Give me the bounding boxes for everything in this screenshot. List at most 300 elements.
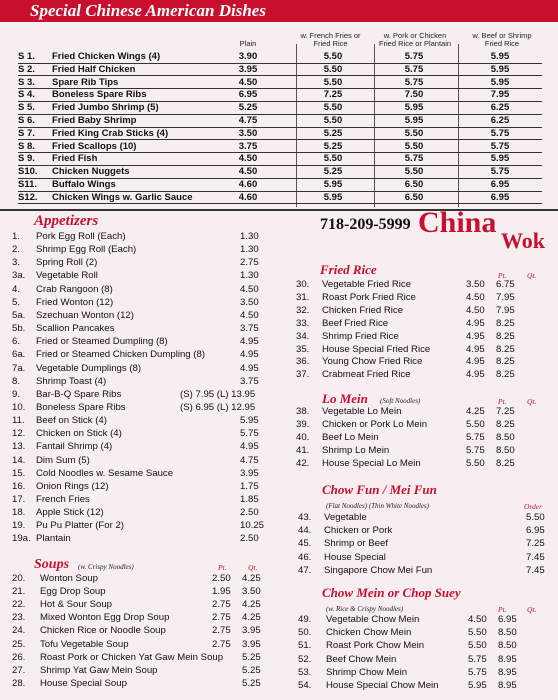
item-price-quart: 8.50 bbox=[496, 432, 515, 443]
item-price-quart: 7.25 bbox=[496, 406, 515, 417]
menu-item bbox=[12, 257, 277, 269]
item-price-pint: 2.75 bbox=[212, 638, 231, 650]
appetizers-title: Appetizers bbox=[34, 213, 99, 229]
item-price-pint: 2.75 bbox=[212, 612, 231, 624]
menu-item bbox=[12, 297, 277, 309]
item-name: Apple Stick (12) bbox=[36, 507, 104, 519]
item-number: S 8. bbox=[18, 140, 35, 152]
fried-rice-title: Fried Rice bbox=[320, 262, 377, 277]
item-number: 31. bbox=[296, 291, 310, 303]
item-price-quart: 6.75 bbox=[496, 279, 515, 290]
menu-item bbox=[298, 680, 550, 692]
item-name: Crab Rangoon (8) bbox=[36, 283, 113, 295]
item-price: 5.50 bbox=[526, 512, 545, 523]
item-name: Bar-B-Q Spare Ribs bbox=[36, 388, 122, 400]
item-number: 43. bbox=[298, 512, 312, 523]
item-price: 5.50 bbox=[323, 115, 343, 126]
menu-item bbox=[12, 284, 277, 296]
special-row bbox=[18, 128, 542, 139]
item-price: 4.95 bbox=[240, 349, 259, 361]
item-price-quart: 8.50 bbox=[498, 640, 517, 652]
item-price: 4.95 bbox=[240, 336, 259, 348]
item-number: 53. bbox=[298, 666, 312, 678]
item-number: 42. bbox=[296, 458, 310, 469]
item-name: Fantail Shrimp (4) bbox=[36, 441, 113, 453]
menu-item bbox=[12, 625, 277, 637]
item-name: House Special Lo Mein bbox=[322, 458, 421, 469]
item-number: 28. bbox=[12, 677, 26, 689]
item-number: 15. bbox=[12, 467, 26, 479]
item-price: 1.85 bbox=[240, 494, 259, 505]
item-number: 39. bbox=[296, 419, 310, 430]
item-price: 4.50 bbox=[238, 166, 258, 178]
item-name: Tofu Vegetable Soup bbox=[40, 638, 129, 650]
menu-item bbox=[12, 349, 277, 361]
item-name: Fried Fish bbox=[52, 153, 98, 165]
item-price: 5.50 bbox=[404, 140, 424, 152]
special-row bbox=[18, 77, 542, 88]
item-name: Shrimp Egg Roll (Each) bbox=[36, 244, 137, 256]
item-name: Dim Sum (5) bbox=[36, 454, 90, 466]
menu-item bbox=[298, 667, 550, 679]
item-name: Spring Roll (2) bbox=[36, 257, 98, 269]
item-price: 5.95 bbox=[490, 76, 510, 88]
item-price-pint: 5.50 bbox=[466, 458, 485, 469]
item-price: 5.25 bbox=[323, 127, 343, 139]
item-price: 5.50 bbox=[404, 127, 424, 139]
item-price: 6.95 bbox=[526, 525, 545, 537]
item-number: 18. bbox=[12, 507, 26, 519]
menu-item bbox=[296, 292, 550, 304]
menu-item bbox=[12, 494, 277, 506]
item-price: 4.50 bbox=[238, 153, 258, 165]
item-price-quart: 3.95 bbox=[242, 625, 261, 637]
item-name: Egg Drop Soup bbox=[40, 586, 106, 598]
menu-item bbox=[296, 432, 550, 444]
item-name: Vegetable Chow Mein bbox=[326, 614, 420, 625]
item-price-quart: 8.25 bbox=[496, 458, 515, 469]
item-price-pint: 4.95 bbox=[466, 369, 485, 381]
item-price: 5.50 bbox=[323, 51, 343, 62]
item-price: 7.45 bbox=[526, 551, 545, 563]
item-number: 52. bbox=[298, 653, 312, 665]
item-number: S 7. bbox=[18, 127, 35, 139]
item-number: 30. bbox=[296, 279, 310, 290]
soups-qt-header: Qt. bbox=[248, 563, 258, 572]
item-name: Fried Jumbo Shrimp (5) bbox=[52, 102, 159, 114]
menu-item bbox=[296, 331, 550, 343]
special-row bbox=[18, 102, 542, 113]
item-price-quart: 8.50 bbox=[498, 627, 517, 639]
menu-item bbox=[12, 428, 277, 440]
item-number: 19a. bbox=[12, 533, 31, 545]
item-price: 5.75 bbox=[490, 127, 510, 139]
item-number: 46. bbox=[298, 551, 312, 563]
item-number: 8. bbox=[12, 375, 21, 387]
special-row bbox=[18, 179, 542, 190]
item-name: Vegetable Roll bbox=[36, 270, 98, 282]
menu-item bbox=[12, 323, 277, 335]
item-size-prices: (S) 6.95 (L) 12.95 bbox=[180, 401, 256, 413]
item-name: Chicken on Stick (4) bbox=[36, 428, 122, 440]
item-number: 4. bbox=[12, 283, 21, 295]
item-price-quart: 8.25 bbox=[496, 330, 515, 342]
item-price-pint: 4.95 bbox=[466, 356, 485, 368]
item-price: 4.50 bbox=[240, 283, 259, 295]
menu-item bbox=[12, 520, 277, 532]
item-name: Spare Rib Tips bbox=[52, 76, 119, 88]
item-number: 26. bbox=[12, 651, 26, 663]
item-number: 1. bbox=[12, 231, 21, 242]
menu-item bbox=[296, 356, 550, 368]
item-number: S 1. bbox=[18, 51, 35, 62]
item-price: 3.50 bbox=[240, 296, 259, 308]
item-number: 19. bbox=[12, 520, 26, 532]
menu-item bbox=[296, 369, 550, 381]
item-number: 41. bbox=[296, 445, 310, 456]
item-price: 5.75 bbox=[404, 76, 424, 88]
special-row bbox=[18, 141, 542, 152]
item-number: 7a. bbox=[12, 362, 26, 374]
item-name: Chicken Nuggets bbox=[52, 166, 130, 178]
item-number: 47. bbox=[298, 564, 312, 576]
item-number: S 4. bbox=[18, 89, 35, 101]
item-price: 7.25 bbox=[526, 538, 545, 550]
item-price-pint: 2.50 bbox=[212, 573, 231, 584]
menu-item bbox=[298, 627, 550, 639]
item-price-quart: 6.95 bbox=[498, 614, 517, 625]
item-name: Vegetable Lo Mein bbox=[322, 406, 402, 417]
item-number: 44. bbox=[298, 525, 312, 537]
item-number: S11. bbox=[18, 179, 38, 190]
item-price: 7.45 bbox=[526, 564, 545, 576]
menu-item bbox=[12, 573, 277, 585]
item-price: 5.95 bbox=[323, 179, 343, 190]
menu-item bbox=[12, 244, 277, 256]
menu-item bbox=[296, 445, 550, 457]
item-price: 5.50 bbox=[404, 166, 424, 178]
item-name: Fried King Crab Sticks (4) bbox=[52, 127, 169, 139]
menu-item bbox=[12, 402, 277, 414]
item-number: S10. bbox=[18, 166, 38, 178]
item-name: Roast Pork Fried Rice bbox=[322, 291, 416, 303]
special-row bbox=[18, 166, 542, 177]
item-price-pint: 5.75 bbox=[468, 653, 487, 665]
item-price: 5.75 bbox=[404, 63, 424, 75]
item-name: Hot & Sour Soup bbox=[40, 599, 112, 611]
item-price: 6.50 bbox=[404, 179, 424, 190]
item-price: 1.30 bbox=[240, 244, 259, 256]
item-price: 4.75 bbox=[238, 115, 258, 126]
item-name: Fried Scallops (10) bbox=[52, 140, 137, 152]
col-header-fries: w. French Fries or Fried Rice bbox=[300, 31, 361, 48]
menu-item bbox=[298, 614, 550, 626]
menu-item bbox=[12, 599, 277, 611]
menu-item bbox=[298, 525, 550, 537]
item-price-pint: 4.50 bbox=[468, 614, 487, 625]
item-name: Onion Rings (12) bbox=[36, 480, 109, 492]
item-name: Boneless Spare Ribs bbox=[52, 89, 147, 101]
item-name: Plantain bbox=[36, 533, 71, 545]
item-number: 25. bbox=[12, 638, 26, 650]
lo-mein-title: Lo Mein bbox=[322, 391, 368, 406]
item-price: 6.25 bbox=[490, 102, 510, 114]
special-row bbox=[18, 89, 542, 100]
item-number: 54. bbox=[298, 680, 312, 691]
menu-item bbox=[298, 654, 550, 666]
item-number: 24. bbox=[12, 625, 26, 637]
item-price-quart: 8.25 bbox=[496, 343, 515, 355]
item-number: 14. bbox=[12, 454, 26, 466]
item-price: 2.50 bbox=[240, 507, 259, 519]
item-price: 5.75 bbox=[490, 166, 510, 178]
item-price: 5.25 bbox=[323, 166, 343, 178]
item-price: 5.95 bbox=[490, 63, 510, 75]
item-price: 1.30 bbox=[240, 231, 259, 242]
item-price-pint: 4.50 bbox=[466, 291, 485, 303]
item-number: 20. bbox=[12, 573, 26, 584]
item-price-quart: 4.25 bbox=[242, 599, 261, 611]
item-price: 5.75 bbox=[404, 153, 424, 165]
banner-title: Special Chinese American Dishes bbox=[30, 1, 266, 20]
menu-item bbox=[296, 305, 550, 317]
menu-item bbox=[296, 419, 550, 431]
chow-mein-title: Chow Mein or Chop Suey bbox=[322, 585, 461, 600]
special-row bbox=[18, 115, 542, 126]
item-name: Cold Noodles w. Sesame Sauce bbox=[36, 467, 174, 479]
item-name: House Special Chow Mein bbox=[326, 680, 439, 691]
item-name: Chicken Fried Rice bbox=[322, 304, 404, 316]
item-number: 5. bbox=[12, 296, 21, 308]
item-number: S 2. bbox=[18, 63, 35, 75]
item-price: 5.75 bbox=[404, 51, 424, 62]
item-price-pint: 5.50 bbox=[468, 640, 487, 652]
chow-fun-order-header: Order bbox=[524, 502, 543, 511]
item-name: Szechuan Wonton (12) bbox=[36, 309, 134, 321]
item-number: 32. bbox=[296, 304, 310, 316]
item-price: 6.95 bbox=[490, 191, 510, 203]
item-price: 5.75 bbox=[240, 428, 259, 440]
item-price: 3.75 bbox=[238, 140, 258, 152]
item-number: 13. bbox=[12, 441, 26, 453]
special-row bbox=[18, 192, 542, 203]
item-name: Shrimp Lo Mein bbox=[322, 445, 390, 456]
item-price-pint: 5.50 bbox=[468, 627, 487, 639]
header-banner bbox=[0, 0, 558, 22]
item-number: 51. bbox=[298, 640, 312, 652]
item-price-pint: 1.95 bbox=[212, 586, 231, 598]
soups-title: Soups bbox=[34, 557, 70, 572]
item-price-pint: 4.95 bbox=[466, 317, 485, 329]
item-price-quart: 5.25 bbox=[242, 677, 261, 689]
item-price: 7.25 bbox=[323, 89, 343, 101]
item-price-quart: 4.25 bbox=[242, 573, 261, 584]
item-name: Chicken Wings w. Garlic Sauce bbox=[52, 191, 193, 203]
item-name: Chicken or Pork bbox=[324, 525, 393, 537]
item-price: 4.95 bbox=[240, 441, 259, 453]
item-number: S 9. bbox=[18, 153, 35, 165]
menu-item bbox=[298, 538, 550, 550]
item-name: Young Chow Fried Rice bbox=[322, 356, 423, 368]
item-price-quart: 8.95 bbox=[498, 680, 517, 691]
item-number: 17. bbox=[12, 494, 26, 505]
menu-item bbox=[12, 533, 277, 545]
item-number: S12. bbox=[18, 191, 38, 203]
menu-item bbox=[12, 507, 277, 519]
item-number: 21. bbox=[12, 586, 26, 598]
item-number: 37. bbox=[296, 369, 310, 381]
item-price: 4.75 bbox=[240, 454, 259, 466]
item-name: Vegetable Dumplings (8) bbox=[36, 362, 142, 374]
item-number: 12. bbox=[12, 428, 26, 440]
item-name: Vegetable Fried Rice bbox=[322, 279, 412, 290]
item-price-pint: 5.75 bbox=[466, 432, 485, 443]
item-name: Shrimp Yat Gaw Mein Soup bbox=[40, 664, 158, 676]
item-price-pint: 5.75 bbox=[466, 445, 485, 456]
item-name: Shrimp Fried Rice bbox=[322, 330, 399, 342]
item-price-quart: 8.25 bbox=[496, 356, 515, 368]
item-number: 45. bbox=[298, 538, 312, 550]
brand-name-wok: Wok bbox=[501, 228, 546, 253]
item-name: Mixed Wonton Egg Drop Soup bbox=[40, 612, 170, 624]
menu-item bbox=[12, 455, 277, 467]
item-name: Chicken Chow Mein bbox=[326, 627, 412, 639]
item-price-quart: 8.50 bbox=[496, 445, 515, 456]
item-price: 6.50 bbox=[404, 191, 424, 203]
item-number: 6. bbox=[12, 336, 21, 348]
item-price: 4.50 bbox=[238, 76, 258, 88]
item-name: Fried or Steamed Dumpling (8) bbox=[36, 336, 168, 348]
item-price-pint: 5.75 bbox=[468, 666, 487, 678]
item-price: 4.60 bbox=[238, 191, 258, 203]
lo-mein-pt-header: Pt. bbox=[498, 397, 507, 406]
menu-item bbox=[296, 318, 550, 330]
item-price: 3.95 bbox=[238, 63, 258, 75]
item-name: Shrimp Chow Mein bbox=[326, 666, 408, 678]
item-price-quart: 3.50 bbox=[242, 586, 261, 598]
col-header-pork: w. Pork or Chicken Fried Rice or Plantain bbox=[378, 31, 452, 48]
item-name: Beef Fried Rice bbox=[322, 317, 389, 329]
item-name: Fried Baby Shrimp bbox=[52, 115, 137, 126]
item-name: House Special bbox=[324, 551, 386, 563]
item-price-pint: 5.95 bbox=[468, 680, 487, 691]
item-price: 1.30 bbox=[240, 270, 259, 282]
soups-subtitle: (w. Crispy Noodles) bbox=[78, 563, 134, 571]
item-number: 2. bbox=[12, 244, 21, 256]
item-number: 6a. bbox=[12, 349, 26, 361]
item-price: 4.50 bbox=[240, 309, 259, 321]
chow-fun-title: Chow Fun / Mei Fun bbox=[322, 482, 437, 497]
item-name: Shrimp Toast (4) bbox=[36, 375, 107, 387]
menu-item bbox=[12, 441, 277, 453]
menu-item bbox=[12, 481, 277, 493]
col-header-beef: w. Beef or Shrimp Fried Rice bbox=[472, 31, 532, 48]
special-row bbox=[18, 153, 542, 164]
item-number: 50. bbox=[298, 627, 312, 639]
item-number: 3. bbox=[12, 257, 21, 269]
item-price-pint: 4.95 bbox=[466, 343, 485, 355]
item-price-quart: 8.25 bbox=[496, 317, 515, 329]
chow-mein-pt-header: Pt. bbox=[498, 605, 507, 614]
item-price: 5.50 bbox=[323, 63, 343, 75]
item-number: 49. bbox=[298, 614, 312, 625]
item-name: Wonton Soup bbox=[40, 573, 98, 584]
item-number: 27. bbox=[12, 664, 26, 676]
chow-mein-subtitle: (w. Rice & Crispy Noodles) bbox=[326, 605, 404, 613]
item-number: 5a. bbox=[12, 309, 26, 321]
item-price: 3.90 bbox=[238, 51, 258, 62]
item-price: 5.95 bbox=[404, 115, 424, 126]
item-number: 36. bbox=[296, 356, 310, 368]
item-price: 5.25 bbox=[323, 140, 343, 152]
item-price: 5.75 bbox=[490, 140, 510, 152]
brand-name: China bbox=[418, 206, 497, 239]
lo-mein-subtitle: (Soft Noodles) bbox=[380, 397, 421, 405]
item-name: House Special Soup bbox=[40, 677, 127, 689]
item-price: 5.95 bbox=[240, 415, 259, 427]
menu-item bbox=[12, 310, 277, 322]
item-price: 7.50 bbox=[404, 89, 424, 101]
item-name: Crabmeat Fried Rice bbox=[322, 369, 411, 381]
item-number: 9. bbox=[12, 388, 21, 400]
item-number: 34. bbox=[296, 330, 310, 342]
item-price: 7.95 bbox=[490, 89, 510, 101]
menu-item bbox=[12, 665, 277, 677]
item-number: 5b. bbox=[12, 323, 26, 335]
item-price: 4.95 bbox=[240, 362, 259, 374]
item-price-quart: 8.25 bbox=[496, 419, 515, 430]
item-number: 33. bbox=[296, 317, 310, 329]
item-price-quart: 8.95 bbox=[498, 666, 517, 678]
item-name: Singapore Chow Mei Fun bbox=[324, 564, 433, 576]
item-price-quart: 5.25 bbox=[242, 651, 261, 663]
fried-rice-pt-header: Pt. bbox=[498, 271, 507, 280]
item-price: 4.60 bbox=[238, 179, 258, 190]
menu-item bbox=[12, 678, 277, 690]
item-price-quart: 8.25 bbox=[496, 369, 515, 381]
item-number: 3a. bbox=[12, 270, 26, 282]
menu-item bbox=[12, 652, 277, 664]
item-number: 22. bbox=[12, 599, 26, 611]
item-name: Beef Chow Mein bbox=[326, 653, 397, 665]
item-name: Fried Wonton (12) bbox=[36, 296, 114, 308]
item-name: Chicken or Pork Lo Mein bbox=[322, 419, 428, 430]
item-name: Chicken Rice or Noodle Soup bbox=[40, 625, 166, 637]
item-name: Vegetable bbox=[324, 512, 367, 523]
menu-item bbox=[12, 270, 277, 282]
item-price: 2.50 bbox=[240, 533, 259, 545]
item-name: Pu Pu Platter (For 2) bbox=[36, 520, 124, 532]
menu-item bbox=[298, 565, 550, 577]
item-price: 5.95 bbox=[490, 51, 510, 62]
menu-item bbox=[12, 363, 277, 375]
item-price: 6.95 bbox=[490, 179, 510, 190]
menu-item bbox=[296, 406, 550, 418]
item-price-quart: 7.95 bbox=[496, 291, 515, 303]
item-name: Boneless Spare Ribs bbox=[36, 401, 126, 413]
item-price: 1.75 bbox=[240, 480, 259, 492]
menu-item bbox=[298, 512, 550, 524]
item-number: 16. bbox=[12, 480, 26, 492]
menu-item bbox=[296, 458, 550, 470]
item-size-prices: (S) 7.95 (L) 13.95 bbox=[180, 388, 256, 400]
item-name: Scallion Pancakes bbox=[36, 323, 115, 335]
item-name: Beef on Stick (4) bbox=[36, 415, 107, 427]
item-price-quart: 5.25 bbox=[242, 664, 261, 676]
item-price-pint: 4.95 bbox=[466, 330, 485, 342]
item-price: 5.95 bbox=[490, 153, 510, 165]
item-name: Fried Half Chicken bbox=[52, 63, 136, 75]
